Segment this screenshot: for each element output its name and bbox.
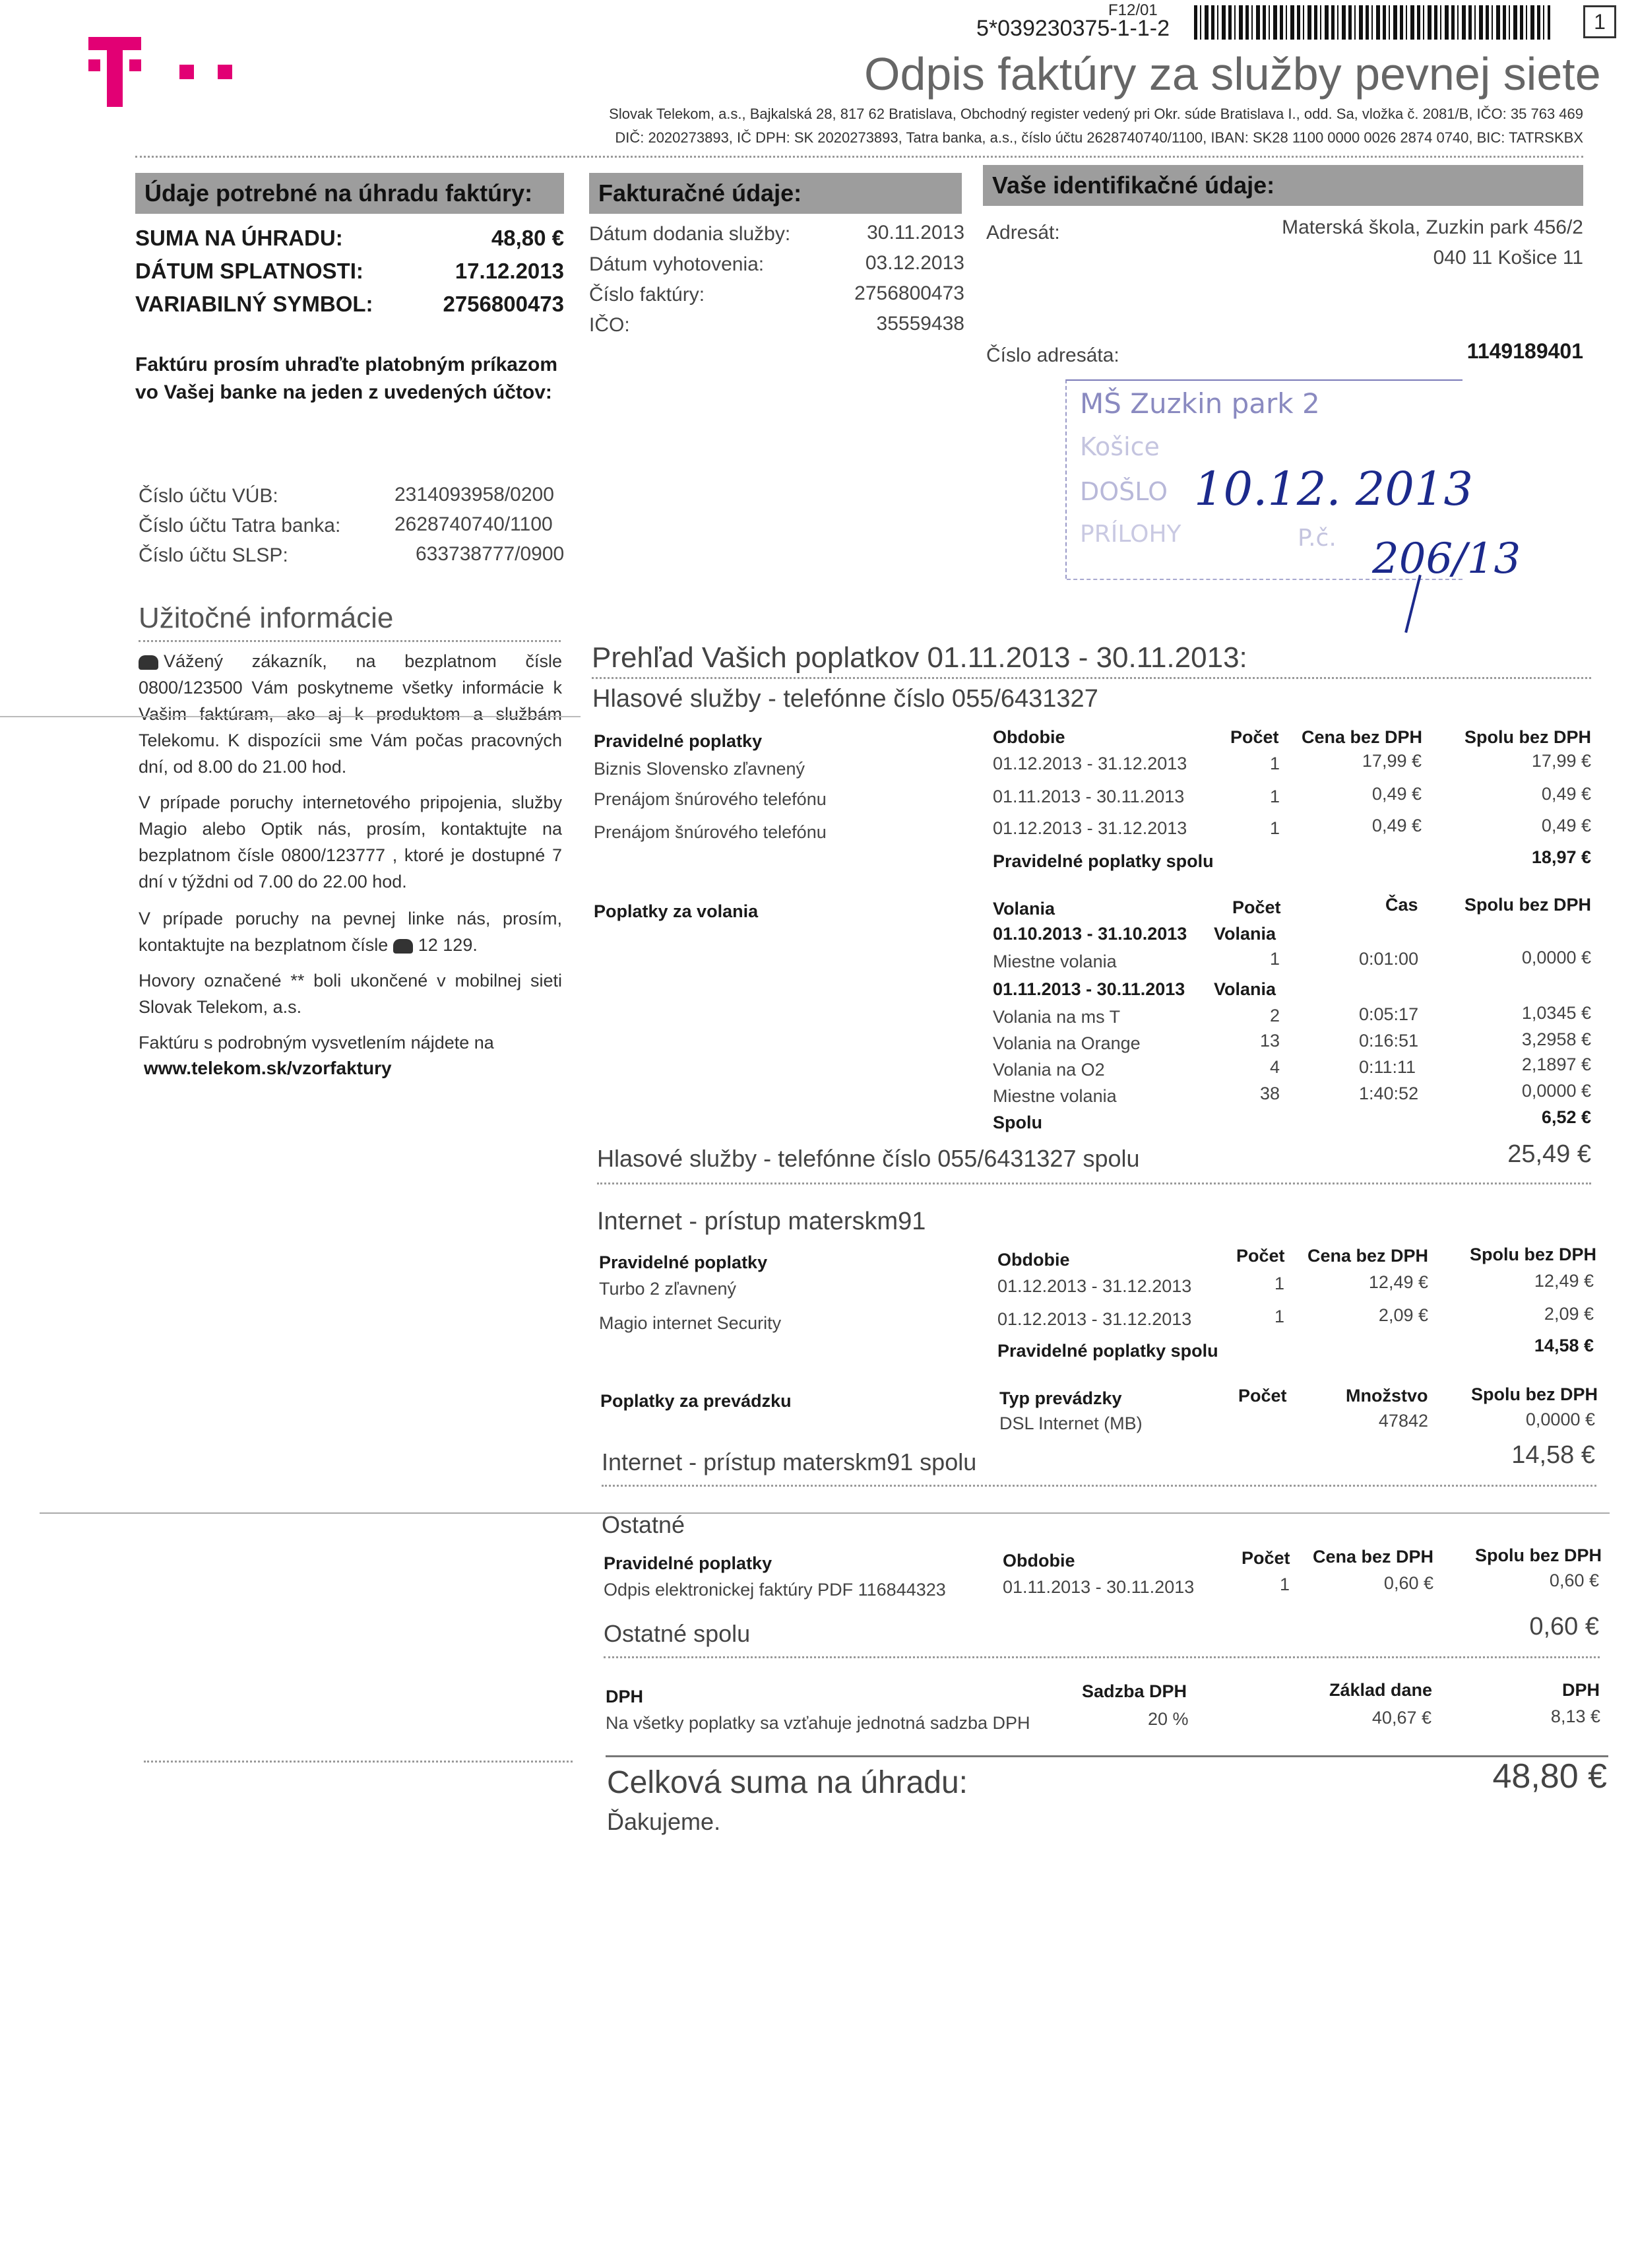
section-divider xyxy=(602,1485,1596,1487)
col-total: Spolu bez DPH xyxy=(1464,727,1592,747)
col-operation-type: Typ prevádzky xyxy=(999,1388,1122,1408)
col-period: Obdobie xyxy=(1003,1551,1075,1571)
barcode-icon xyxy=(1194,5,1550,40)
section-divider xyxy=(597,1183,1591,1184)
page-number-box: 1 xyxy=(1583,5,1616,38)
logo-square-icon xyxy=(179,65,194,79)
item-period: 01.12.2013 - 31.12.2013 xyxy=(993,754,1187,773)
internet-regular-total-label: Pravidelné poplatky spolu xyxy=(997,1341,1218,1361)
vs-value: 2756800473 xyxy=(443,292,564,316)
item-count: 1 xyxy=(1270,818,1280,838)
stamp-line3: DOŠLO xyxy=(1080,477,1168,506)
item-name: Prenájom šnúrového telefónu xyxy=(594,822,827,842)
logo-square-icon xyxy=(218,65,232,79)
item-name: Prenájom šnúrového telefónu xyxy=(594,789,827,809)
item-count: 1 xyxy=(1280,1574,1290,1594)
billing-value: 2756800473 xyxy=(854,282,964,304)
item-price: 2,09 € xyxy=(1378,1305,1428,1325)
col-price: Cena bez DPH xyxy=(1313,1547,1434,1567)
call-count: 2 xyxy=(1269,1006,1280,1025)
other-section-total: 0,60 € xyxy=(1529,1613,1599,1640)
col-time: Čas xyxy=(1385,895,1418,915)
vat-label: DPH xyxy=(606,1687,644,1706)
call-time: 0:11:11 xyxy=(1359,1057,1416,1077)
calls-period-2-type: Volania xyxy=(1214,979,1276,999)
left-divider xyxy=(144,1761,573,1763)
thanks-text: Ďakujeme. xyxy=(607,1808,721,1835)
voice-section-total: 25,49 € xyxy=(1507,1140,1591,1168)
operation-total: 0,0000 € xyxy=(1525,1409,1595,1429)
payment-header: Údaje potrebné na úhradu faktúry: xyxy=(144,179,533,207)
col-vat: DPH xyxy=(1562,1680,1600,1700)
other-section-title: Ostatné xyxy=(602,1511,685,1538)
col-period: Obdobie xyxy=(993,727,1065,747)
info-phone-number: 12 129. xyxy=(418,935,478,955)
item-total: 2,09 € xyxy=(1544,1304,1594,1324)
document-title: Odpis faktúry za služby pevnej siete xyxy=(864,48,1601,100)
item-period: 01.11.2013 - 30.11.2013 xyxy=(993,787,1185,806)
phone-icon xyxy=(393,939,413,954)
company-info-line1: Slovak Telekom, a.s., Bajkalská 28, 817 62 Bratislava, Obchodný register vedený pri Okr. súde Bratislava I., odd. Sa, vložka č. 2081/B, IČO: 35 763 469 xyxy=(609,106,1583,122)
addressee-line1: Materská škola, Zuzkin park 456/2 xyxy=(1282,216,1583,238)
info-divider xyxy=(139,640,561,642)
account-label: Číslo účtu SLSP: xyxy=(139,544,288,566)
internet-regular-total: 14,58 € xyxy=(1534,1336,1594,1355)
col-period: Obdobie xyxy=(997,1250,1070,1270)
stamp-line2: Košice xyxy=(1080,432,1160,461)
info-paragraph-1 xyxy=(139,648,562,780)
call-time: 0:01:00 xyxy=(1359,949,1419,969)
calls-period-2: 01.11.2013 - 30.11.2013 xyxy=(993,979,1185,999)
section-divider xyxy=(604,1656,1600,1658)
item-name: Turbo 2 zľavnený xyxy=(599,1279,736,1299)
company-info-line2: DIČ: 2020273893, IČ DPH: SK 2020273893, Tatra banka, a.s., číslo účtu 2628740740/1100, IBAN: SK28 1100 0000 0026 2874 0740, BIC: TATRSKBX xyxy=(615,129,1583,146)
billing-value: 35559438 xyxy=(876,313,964,335)
ident-header: Vaše identifikačné údaje: xyxy=(992,172,1275,199)
info-link[interactable]: www.telekom.sk/vzorfaktury xyxy=(144,1058,392,1078)
col-total: Spolu bez DPH xyxy=(1471,1384,1598,1404)
billing-header-bar xyxy=(589,173,962,214)
col-total: Spolu bez DPH xyxy=(1464,895,1592,915)
overview-divider xyxy=(592,677,1591,679)
calls-total: 6,52 € xyxy=(1541,1107,1591,1127)
account-value: 633738777/0900 xyxy=(416,543,565,565)
addressee-number-value: 1149189401 xyxy=(1466,339,1583,363)
payment-note-line1: Faktúru prosím uhraďte platobným príkazom xyxy=(135,354,557,375)
other-regular-label: Pravidelné poplatky xyxy=(604,1553,772,1573)
item-total: 0,49 € xyxy=(1541,784,1591,804)
payment-header-bar xyxy=(135,173,564,214)
addressee-number-label: Číslo adresáta: xyxy=(986,344,1119,366)
call-count: 4 xyxy=(1269,1057,1280,1077)
info-text: Vážený zákazník, na bezplatnom čísle 0800/123500 Vám poskytneme všetky informácie k Vašim faktúram, ako aj k produktom a službám Telekomu. K dispozícii sme Vám počas pracovných dní, od 8.00 do 21.00 hod. xyxy=(139,651,562,777)
billing-label: Číslo faktúry: xyxy=(589,284,705,306)
call-total: 2,1897 € xyxy=(1521,1054,1591,1074)
info-paragraph-5: Faktúru s podrobným vysvetlením nájdete na xyxy=(139,1033,494,1053)
call-total: 0,0000 € xyxy=(1521,1081,1591,1101)
call-total: 0,0000 € xyxy=(1521,948,1591,967)
scan-line xyxy=(0,716,581,717)
item-total: 17,99 € xyxy=(1531,751,1591,771)
item-price: 12,49 € xyxy=(1368,1272,1428,1292)
call-count: 13 xyxy=(1259,1031,1280,1051)
col-price: Cena bez DPH xyxy=(1307,1246,1429,1266)
account-value: 2314093958/0200 xyxy=(394,484,554,505)
handwritten-stroke xyxy=(1404,575,1422,633)
item-price: 0,49 € xyxy=(1371,784,1422,804)
item-count: 1 xyxy=(1270,754,1280,773)
item-period: 01.12.2013 - 31.12.2013 xyxy=(997,1309,1192,1329)
call-total: 3,2958 € xyxy=(1521,1029,1591,1049)
vat-rate: 20 % xyxy=(1148,1709,1189,1729)
billing-value: 03.12.2013 xyxy=(865,252,964,274)
col-vat-base: Základ dane xyxy=(1329,1680,1433,1700)
vat-note: Na všetky poplatky sa vzťahuje jednotná sadzba DPH xyxy=(606,1713,1030,1733)
call-total: 1,0345 € xyxy=(1521,1003,1591,1023)
due-value: 17.12.2013 xyxy=(455,259,564,283)
item-price: 17,99 € xyxy=(1362,751,1422,771)
col-count: Počet xyxy=(1236,1246,1285,1266)
call-name: Volania na ms T xyxy=(993,1007,1121,1027)
ident-header-bar xyxy=(983,165,1583,206)
operation-name: DSL Internet (MB) xyxy=(999,1413,1143,1433)
item-period: 01.12.2013 - 31.12.2013 xyxy=(993,818,1187,838)
handwritten-number: 206/13 xyxy=(1372,535,1521,583)
stamp-line5: P.č. xyxy=(1298,525,1337,552)
sum-label: SUMA NA ÚHRADU: xyxy=(135,226,343,250)
col-count: Počet xyxy=(1230,727,1279,747)
item-period: 01.12.2013 - 31.12.2013 xyxy=(997,1276,1192,1296)
voice-regular-total: 18,97 € xyxy=(1531,847,1591,867)
due-label: DÁTUM SPLATNOSTI: xyxy=(135,259,363,283)
stamp-line1: MŠ Zuzkin park 2 xyxy=(1080,387,1320,420)
col-vat-rate: Sadzba DPH xyxy=(1082,1681,1187,1701)
addressee-label: Adresát: xyxy=(986,222,1060,243)
item-price: 0,60 € xyxy=(1383,1573,1433,1593)
col-count: Počet xyxy=(1232,897,1281,917)
col-total: Spolu bez DPH xyxy=(1475,1545,1602,1565)
calls-period-1: 01.10.2013 - 31.10.2013 xyxy=(993,924,1187,944)
operation-amount: 47842 xyxy=(1378,1411,1428,1431)
phone-icon xyxy=(139,655,158,670)
call-time: 0:16:51 xyxy=(1359,1031,1419,1051)
t-logo-icon xyxy=(88,28,141,107)
billing-value: 30.11.2013 xyxy=(867,222,964,243)
internet-section-title: Internet - prístup materskm91 xyxy=(597,1208,926,1235)
call-name: Miestne volania xyxy=(993,952,1117,971)
item-count: 1 xyxy=(1274,1307,1285,1326)
operation-label: Poplatky za prevádzku xyxy=(600,1391,792,1411)
call-count: 1 xyxy=(1269,949,1280,969)
item-count: 1 xyxy=(1274,1274,1285,1293)
item-price: 0,49 € xyxy=(1371,816,1422,835)
col-total: Spolu bez DPH xyxy=(1470,1245,1597,1264)
addressee-line2: 040 11 Košice 11 xyxy=(1433,247,1583,269)
item-period: 01.11.2013 - 30.11.2013 xyxy=(1003,1577,1195,1597)
voice-section-total-label: Hlasové služby - telefónne číslo 055/6431327 spolu xyxy=(597,1145,1140,1172)
col-count: Počet xyxy=(1238,1386,1287,1406)
col-price: Cena bez DPH xyxy=(1302,727,1423,747)
col-count: Počet xyxy=(1242,1548,1290,1568)
vat-base: 40,67 € xyxy=(1371,1708,1432,1728)
account-label: Číslo účtu Tatra banka: xyxy=(139,515,341,536)
handwritten-date: 10.12. 2013 xyxy=(1194,462,1474,516)
grand-total-label: Celková suma na úhradu: xyxy=(607,1765,968,1800)
billing-header: Fakturačné údaje: xyxy=(598,179,802,207)
call-name: Volania na O2 xyxy=(993,1060,1105,1080)
info-paragraph-4: Hovory označené ** boli ukončené v mobilnej sieti Slovak Telekom, a.s. xyxy=(139,971,562,1017)
info-text: V prípade poruchy na pevnej linke nás, prosím, kontaktujte na bezplatnom čísle xyxy=(139,909,562,955)
call-name: Volania na Orange xyxy=(993,1033,1141,1053)
scan-line xyxy=(40,1512,1610,1514)
item-total: 0,49 € xyxy=(1541,816,1591,835)
col-calls: Volania xyxy=(993,899,1055,919)
billing-label: Dátum dodania služby: xyxy=(589,223,791,245)
info-paragraph-3 xyxy=(139,905,562,958)
item-total: 0,60 € xyxy=(1549,1571,1599,1590)
grand-total-value: 48,80 € xyxy=(1492,1757,1607,1796)
account-label: Číslo účtu VÚB: xyxy=(139,485,278,507)
info-title: Užitočné informácie xyxy=(139,602,394,634)
item-total: 12,49 € xyxy=(1534,1271,1594,1291)
internet-section-total-label: Internet - prístup materskm91 spolu xyxy=(602,1448,977,1475)
item-name: Magio internet Security xyxy=(599,1313,782,1333)
voice-regular-label: Pravidelné poplatky xyxy=(594,731,763,751)
stamp-line4: PRÍLOHY xyxy=(1080,521,1181,548)
vs-label: VARIABILNÝ SYMBOL: xyxy=(135,292,373,316)
item-name: Odpis elektronickej faktúry PDF 116844323 xyxy=(604,1580,946,1600)
info-paragraph-2: V prípade poruchy internetového pripojenia, služby Magio alebo Optik nás, prosím, kontaktujte na bezplatnom čísle 0800/123777 , ktoré je dostupné 7 dní v týždni od 7.00 do 22.00 hod. xyxy=(139,793,562,891)
document-code: 5*039230375-1-1-2 xyxy=(976,16,1170,41)
calls-total-label: Spolu xyxy=(993,1113,1042,1132)
item-name: Biznis Slovensko zľavnený xyxy=(594,759,805,779)
call-time: 1:40:52 xyxy=(1359,1084,1419,1103)
voice-regular-total-label: Pravidelné poplatky spolu xyxy=(993,851,1214,871)
vat-amount: 8,13 € xyxy=(1550,1706,1600,1726)
voice-section-title: Hlasové služby - telefónne číslo 055/6431327 xyxy=(592,685,1098,713)
payment-note-line2: vo Vašej banke na jeden z uvedených účtov: xyxy=(135,381,552,403)
billing-label: IČO: xyxy=(589,314,630,336)
billing-label: Dátum vyhotovenia: xyxy=(589,253,765,275)
sum-value: 48,80 € xyxy=(491,226,564,250)
call-count: 38 xyxy=(1259,1084,1280,1103)
calls-label: Poplatky za volania xyxy=(594,901,759,921)
calls-period-1-type: Volania xyxy=(1214,924,1276,944)
call-name: Miestne volania xyxy=(993,1086,1117,1106)
call-time: 0:05:17 xyxy=(1359,1004,1419,1024)
other-section-total-label: Ostatné spolu xyxy=(604,1620,751,1647)
overview-title: Prehľad Vašich poplatkov 01.11.2013 - 30.11.2013: xyxy=(592,641,1247,674)
internet-regular-label: Pravidelné poplatky xyxy=(599,1252,768,1272)
form-code-small: F12/01 xyxy=(1108,1,1158,19)
header-divider xyxy=(135,156,1583,158)
col-amount: Množstvo xyxy=(1346,1386,1428,1406)
account-value: 2628740740/1100 xyxy=(394,513,553,535)
item-count: 1 xyxy=(1270,787,1280,806)
internet-section-total: 14,58 € xyxy=(1511,1441,1595,1469)
